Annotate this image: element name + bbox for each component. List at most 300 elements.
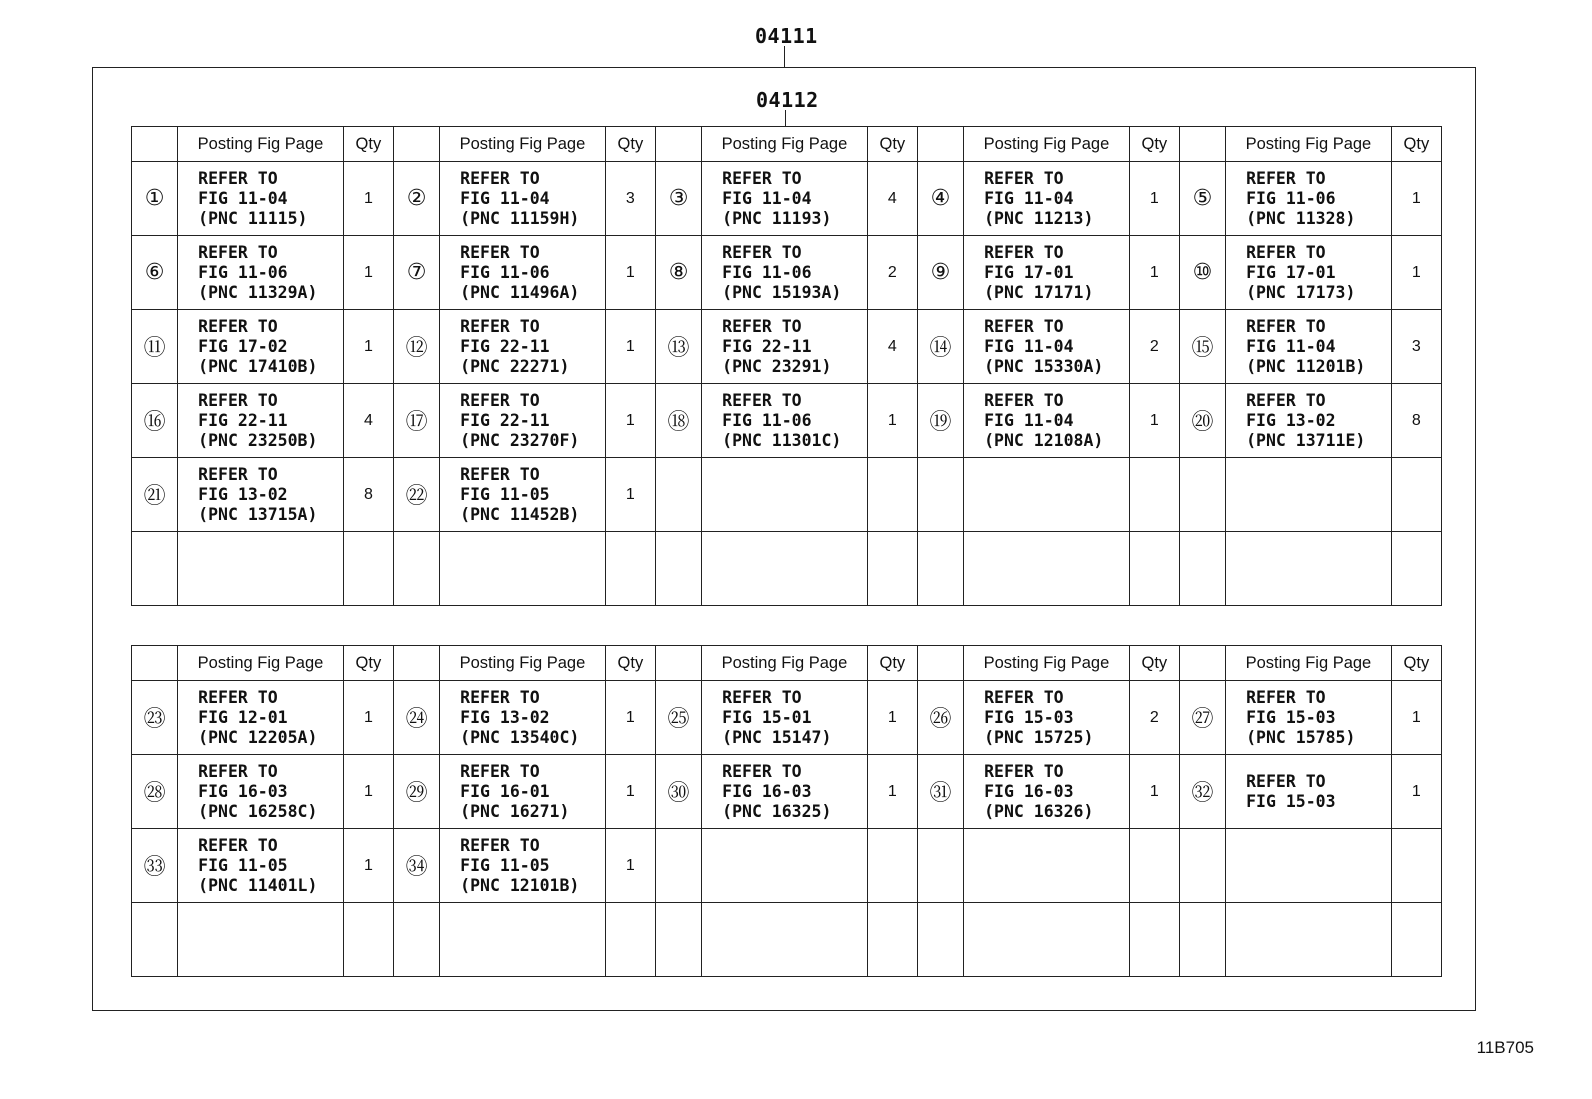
reference-line: (PNC 22271) <box>460 356 570 376</box>
reference-line: REFER TO <box>722 761 802 781</box>
item-number <box>655 903 701 977</box>
reference-cell <box>178 236 344 310</box>
reference-line: FIG 11-06 <box>722 262 812 282</box>
header-qty: Qty <box>1129 127 1179 162</box>
reference-cell <box>178 903 344 977</box>
item-number: ㉚ <box>655 755 701 829</box>
item-number: ㉖ <box>917 681 963 755</box>
item-number: ㉜ <box>1179 755 1225 829</box>
reference-line: (PNC 16258C) <box>198 801 318 821</box>
item-number <box>1179 903 1225 977</box>
reference-line: REFER TO <box>198 168 278 188</box>
subassembly-leader-line <box>785 110 786 126</box>
quantity-cell: 4 <box>867 310 917 384</box>
reference-line: FIG 17-01 <box>1246 262 1336 282</box>
reference-cell <box>440 532 606 606</box>
quantity-cell: 2 <box>1129 310 1179 384</box>
quantity-cell: 8 <box>343 458 393 532</box>
header-blank-cell <box>917 127 963 162</box>
item-number <box>917 903 963 977</box>
reference-cell <box>964 903 1130 977</box>
reference-line: FIG 12-01 <box>198 707 288 727</box>
item-number: ⑭ <box>917 310 963 384</box>
reference-line: REFER TO <box>460 761 540 781</box>
table-row <box>132 384 1442 458</box>
reference-line: FIG 15-03 <box>1246 707 1336 727</box>
reference-cell <box>964 310 1130 384</box>
quantity-cell <box>1129 903 1179 977</box>
reference-cell <box>1226 903 1392 977</box>
reference-line: FIG 22-11 <box>722 336 812 356</box>
reference-line: REFER TO <box>984 242 1064 262</box>
reference-line: REFER TO <box>198 687 278 707</box>
reference-line: (PNC 16271) <box>460 801 570 821</box>
reference-line: FIG 16-01 <box>460 781 550 801</box>
header-posting-fig-page: Posting Fig Page <box>964 646 1130 681</box>
table-row <box>132 755 1442 829</box>
reference-line: (PNC 23250B) <box>198 430 318 450</box>
reference-line: FIG 11-04 <box>984 410 1074 430</box>
item-number: ⑪ <box>132 310 178 384</box>
reference-line: REFER TO <box>198 464 278 484</box>
table-row <box>132 829 1442 903</box>
header-row <box>132 127 1442 162</box>
item-number: ㉞ <box>393 829 439 903</box>
reference-line: FIG 17-01 <box>984 262 1074 282</box>
reference-line: REFER TO <box>460 168 540 188</box>
item-number: ㉔ <box>393 681 439 755</box>
reference-line: (PNC 23270F) <box>460 430 580 450</box>
reference-line: (PNC 12205A) <box>198 727 318 747</box>
quantity-cell: 2 <box>1129 681 1179 755</box>
quantity-cell: 1 <box>605 310 655 384</box>
reference-cell <box>1226 829 1392 903</box>
item-number: ① <box>132 162 178 236</box>
item-number <box>1179 532 1225 606</box>
item-number <box>132 532 178 606</box>
reference-line: (PNC 16325) <box>722 801 832 821</box>
reference-cell <box>178 458 344 532</box>
reference-line: REFER TO <box>460 316 540 336</box>
reference-line: (PNC 11115) <box>198 208 308 228</box>
item-number: ⑬ <box>655 310 701 384</box>
reference-line: REFER TO <box>198 835 278 855</box>
table-row <box>132 310 1442 384</box>
reference-line: REFER TO <box>1246 687 1326 707</box>
header-posting-fig-page: Posting Fig Page <box>178 646 344 681</box>
reference-line: FIG 11-06 <box>460 262 550 282</box>
quantity-cell <box>1129 532 1179 606</box>
reference-line: FIG 11-06 <box>722 410 812 430</box>
header-posting-fig-page: Posting Fig Page <box>440 646 606 681</box>
item-number: ㉕ <box>655 681 701 755</box>
item-number: ㉗ <box>1179 681 1225 755</box>
reference-cell <box>1226 310 1392 384</box>
quantity-cell: 1 <box>343 829 393 903</box>
item-number <box>1179 458 1225 532</box>
reference-line: (PNC 15147) <box>722 727 832 747</box>
reference-cell <box>178 532 344 606</box>
reference-line: REFER TO <box>460 687 540 707</box>
reference-line: FIG 11-04 <box>1246 336 1336 356</box>
quantity-cell <box>1129 829 1179 903</box>
reference-cell <box>440 162 606 236</box>
item-number <box>132 903 178 977</box>
reference-cell <box>440 903 606 977</box>
reference-cell <box>702 903 868 977</box>
subassembly-label: 04112 <box>756 88 819 112</box>
reference-cell <box>178 162 344 236</box>
quantity-cell: 1 <box>1391 236 1441 310</box>
reference-line: FIG 22-11 <box>460 336 550 356</box>
reference-cell <box>702 384 868 458</box>
quantity-cell: 1 <box>343 162 393 236</box>
reference-line: (PNC 11328) <box>1246 208 1356 228</box>
header-qty: Qty <box>605 646 655 681</box>
item-number: ⑯ <box>132 384 178 458</box>
quantity-cell: 1 <box>605 236 655 310</box>
header-posting-fig-page: Posting Fig Page <box>702 127 868 162</box>
item-number: ⑲ <box>917 384 963 458</box>
quantity-cell <box>867 903 917 977</box>
reference-line: FIG 15-01 <box>722 707 812 727</box>
reference-cell <box>1226 162 1392 236</box>
header-posting-fig-page: Posting Fig Page <box>178 127 344 162</box>
header-posting-fig-page: Posting Fig Page <box>702 646 868 681</box>
quantity-cell: 1 <box>343 681 393 755</box>
quantity-cell: 2 <box>867 236 917 310</box>
reference-line: FIG 11-04 <box>198 188 288 208</box>
reference-cell <box>964 162 1130 236</box>
quantity-cell <box>1391 458 1441 532</box>
reference-line: (PNC 23291) <box>722 356 832 376</box>
reference-line: REFER TO <box>722 687 802 707</box>
reference-cell <box>1226 681 1392 755</box>
header-posting-fig-page: Posting Fig Page <box>1226 646 1392 681</box>
item-number: ㉓ <box>132 681 178 755</box>
quantity-cell: 3 <box>1391 310 1441 384</box>
reference-cell <box>702 162 868 236</box>
item-number <box>655 532 701 606</box>
reference-cell <box>702 310 868 384</box>
header-qty: Qty <box>867 646 917 681</box>
header-posting-fig-page: Posting Fig Page <box>1226 127 1392 162</box>
quantity-cell: 1 <box>1129 755 1179 829</box>
reference-line: FIG 15-03 <box>1246 791 1336 811</box>
quantity-cell <box>1391 903 1441 977</box>
reference-line: REFER TO <box>198 242 278 262</box>
item-number: ⑫ <box>393 310 439 384</box>
quantity-cell: 1 <box>1391 162 1441 236</box>
reference-cell <box>440 236 606 310</box>
reference-line: (PNC 11201B) <box>1246 356 1366 376</box>
quantity-cell: 4 <box>343 384 393 458</box>
reference-line: (PNC 12101B) <box>460 875 580 895</box>
reference-line: (PNC 12108A) <box>984 430 1104 450</box>
item-number <box>655 829 701 903</box>
reference-line: REFER TO <box>1246 771 1326 791</box>
reference-line: (PNC 11496A) <box>460 282 580 302</box>
quantity-cell: 3 <box>605 162 655 236</box>
reference-cell <box>178 384 344 458</box>
quantity-cell <box>343 532 393 606</box>
item-number <box>917 829 963 903</box>
header-blank-cell <box>393 646 439 681</box>
reference-line: (PNC 13540C) <box>460 727 580 747</box>
header-qty: Qty <box>1129 646 1179 681</box>
header-qty: Qty <box>343 646 393 681</box>
header-posting-fig-page: Posting Fig Page <box>964 127 1130 162</box>
reference-line: FIG 13-02 <box>198 484 288 504</box>
quantity-cell: 1 <box>867 755 917 829</box>
reference-line: (PNC 11301C) <box>722 430 842 450</box>
reference-cell <box>702 829 868 903</box>
reference-cell <box>964 681 1130 755</box>
item-number: ㉝ <box>132 829 178 903</box>
reference-cell <box>1226 236 1392 310</box>
quantity-cell <box>867 829 917 903</box>
assembly-label: 04111 <box>755 24 818 48</box>
item-number <box>393 903 439 977</box>
reference-cell <box>964 384 1130 458</box>
reference-cell <box>964 532 1130 606</box>
header-blank-cell <box>132 646 178 681</box>
reference-cell <box>440 681 606 755</box>
reference-cell <box>440 310 606 384</box>
reference-line: FIG 11-06 <box>198 262 288 282</box>
reference-cell <box>440 829 606 903</box>
reference-line: (PNC 13711E) <box>1246 430 1366 450</box>
reference-line: REFER TO <box>1246 390 1326 410</box>
reference-cell <box>702 236 868 310</box>
header-blank-cell <box>917 646 963 681</box>
reference-line: (PNC 11159H) <box>460 208 580 228</box>
reference-line: REFER TO <box>722 316 802 336</box>
reference-line: REFER TO <box>722 168 802 188</box>
header-blank-cell <box>655 127 701 162</box>
header-qty: Qty <box>1391 127 1441 162</box>
reference-line: (PNC 15330A) <box>984 356 1104 376</box>
reference-line: REFER TO <box>984 761 1064 781</box>
quantity-cell: 8 <box>1391 384 1441 458</box>
reference-cell <box>440 458 606 532</box>
reference-line: REFER TO <box>984 168 1064 188</box>
reference-cell <box>440 755 606 829</box>
reference-line: (PNC 17173) <box>1246 282 1356 302</box>
quantity-cell <box>1129 458 1179 532</box>
item-number <box>917 458 963 532</box>
quantity-cell: 1 <box>605 829 655 903</box>
item-number <box>655 458 701 532</box>
reference-cell <box>964 458 1130 532</box>
reference-line: REFER TO <box>460 464 540 484</box>
reference-line: (PNC 17410B) <box>198 356 318 376</box>
quantity-cell: 1 <box>343 755 393 829</box>
reference-line: (PNC 11401L) <box>198 875 318 895</box>
reference-table-upper <box>131 126 1442 606</box>
reference-cell <box>702 755 868 829</box>
reference-line: (PNC 11213) <box>984 208 1094 228</box>
reference-cell <box>964 755 1130 829</box>
table-row <box>132 236 1442 310</box>
item-number: ⑥ <box>132 236 178 310</box>
reference-line: (PNC 16326) <box>984 801 1094 821</box>
item-number: ⑳ <box>1179 384 1225 458</box>
item-number: ④ <box>917 162 963 236</box>
item-number <box>917 532 963 606</box>
quantity-cell: 1 <box>1129 236 1179 310</box>
reference-line: REFER TO <box>198 390 278 410</box>
reference-cell <box>964 829 1130 903</box>
header-blank-cell <box>132 127 178 162</box>
reference-cell <box>178 755 344 829</box>
item-number: ㉒ <box>393 458 439 532</box>
quantity-cell: 1 <box>343 310 393 384</box>
reference-line: FIG 17-02 <box>198 336 288 356</box>
reference-line: FIG 11-05 <box>460 484 550 504</box>
reference-cell <box>1226 755 1392 829</box>
quantity-cell: 1 <box>1129 162 1179 236</box>
quantity-cell: 1 <box>605 755 655 829</box>
quantity-cell <box>1391 829 1441 903</box>
reference-line: FIG 11-04 <box>984 188 1074 208</box>
quantity-cell <box>867 532 917 606</box>
reference-line: REFER TO <box>984 316 1064 336</box>
item-number: ⑮ <box>1179 310 1225 384</box>
quantity-cell <box>605 903 655 977</box>
reference-table-lower <box>131 645 1442 977</box>
header-qty: Qty <box>605 127 655 162</box>
reference-line: REFER TO <box>984 390 1064 410</box>
header-qty: Qty <box>867 127 917 162</box>
table-row <box>132 162 1442 236</box>
reference-line: (PNC 11329A) <box>198 282 318 302</box>
item-number: ㉘ <box>132 755 178 829</box>
table-row <box>132 903 1442 977</box>
quantity-cell: 1 <box>1391 755 1441 829</box>
header-qty: Qty <box>1391 646 1441 681</box>
item-number: ㉑ <box>132 458 178 532</box>
reference-line: (PNC 15193A) <box>722 282 842 302</box>
quantity-cell: 1 <box>1129 384 1179 458</box>
reference-line: (PNC 17171) <box>984 282 1094 302</box>
reference-cell <box>1226 532 1392 606</box>
reference-line: FIG 15-03 <box>984 707 1074 727</box>
reference-line: (PNC 15725) <box>984 727 1094 747</box>
reference-cell <box>702 681 868 755</box>
header-blank-cell <box>393 127 439 162</box>
item-number <box>1179 829 1225 903</box>
reference-line: REFER TO <box>460 390 540 410</box>
reference-line: FIG 13-02 <box>1246 410 1336 430</box>
quantity-cell: 1 <box>605 384 655 458</box>
reference-line: REFER TO <box>1246 316 1326 336</box>
reference-line: REFER TO <box>722 242 802 262</box>
item-number: ⑰ <box>393 384 439 458</box>
header-blank-cell <box>1179 127 1225 162</box>
reference-cell <box>178 681 344 755</box>
item-number: ⑧ <box>655 236 701 310</box>
reference-line: REFER TO <box>198 761 278 781</box>
item-number: ⑱ <box>655 384 701 458</box>
reference-cell <box>440 384 606 458</box>
header-posting-fig-page: Posting Fig Page <box>440 127 606 162</box>
figure-code: 11B705 <box>1476 1038 1534 1057</box>
quantity-cell: 1 <box>867 681 917 755</box>
reference-line: FIG 11-05 <box>460 855 550 875</box>
table-row <box>132 458 1442 532</box>
reference-line: FIG 11-04 <box>722 188 812 208</box>
reference-cell <box>1226 384 1392 458</box>
reference-line: REFER TO <box>984 687 1064 707</box>
reference-line: FIG 13-02 <box>460 707 550 727</box>
reference-cell <box>178 829 344 903</box>
reference-line: (PNC 13715A) <box>198 504 318 524</box>
quantity-cell <box>343 903 393 977</box>
quantity-cell: 1 <box>605 681 655 755</box>
quantity-cell: 1 <box>605 458 655 532</box>
item-number: ⑦ <box>393 236 439 310</box>
header-blank-cell <box>655 646 701 681</box>
header-blank-cell <box>1179 646 1225 681</box>
quantity-cell: 4 <box>867 162 917 236</box>
quantity-cell <box>1391 532 1441 606</box>
header-qty: Qty <box>343 127 393 162</box>
reference-line: FIG 11-04 <box>984 336 1074 356</box>
reference-cell <box>702 458 868 532</box>
reference-cell <box>1226 458 1392 532</box>
reference-line: REFER TO <box>722 390 802 410</box>
reference-line: FIG 16-03 <box>984 781 1074 801</box>
reference-line: REFER TO <box>460 835 540 855</box>
reference-line: FIG 11-04 <box>460 188 550 208</box>
reference-line: (PNC 11452B) <box>460 504 580 524</box>
reference-cell <box>702 532 868 606</box>
quantity-cell: 1 <box>1391 681 1441 755</box>
table-row <box>132 681 1442 755</box>
quantity-cell <box>605 532 655 606</box>
item-number: ⑨ <box>917 236 963 310</box>
reference-line: FIG 22-11 <box>460 410 550 430</box>
item-number: ㉛ <box>917 755 963 829</box>
item-number: ⑤ <box>1179 162 1225 236</box>
reference-line: FIG 11-05 <box>198 855 288 875</box>
item-number: ② <box>393 162 439 236</box>
quantity-cell: 1 <box>343 236 393 310</box>
reference-line: FIG 16-03 <box>198 781 288 801</box>
reference-line: FIG 11-06 <box>1246 188 1336 208</box>
item-number: ㉙ <box>393 755 439 829</box>
header-row <box>132 646 1442 681</box>
item-number: ⑩ <box>1179 236 1225 310</box>
reference-line: FIG 22-11 <box>198 410 288 430</box>
table-row <box>132 532 1442 606</box>
reference-line: (PNC 11193) <box>722 208 832 228</box>
reference-line: REFER TO <box>1246 168 1326 188</box>
quantity-cell: 1 <box>867 384 917 458</box>
reference-cell <box>178 310 344 384</box>
reference-line: FIG 16-03 <box>722 781 812 801</box>
item-number <box>393 532 439 606</box>
reference-line: REFER TO <box>460 242 540 262</box>
item-number: ③ <box>655 162 701 236</box>
reference-line: (PNC 15785) <box>1246 727 1356 747</box>
assembly-leader-line <box>784 46 785 67</box>
reference-cell <box>964 236 1130 310</box>
reference-line: REFER TO <box>1246 242 1326 262</box>
quantity-cell <box>867 458 917 532</box>
reference-line: REFER TO <box>198 316 278 336</box>
